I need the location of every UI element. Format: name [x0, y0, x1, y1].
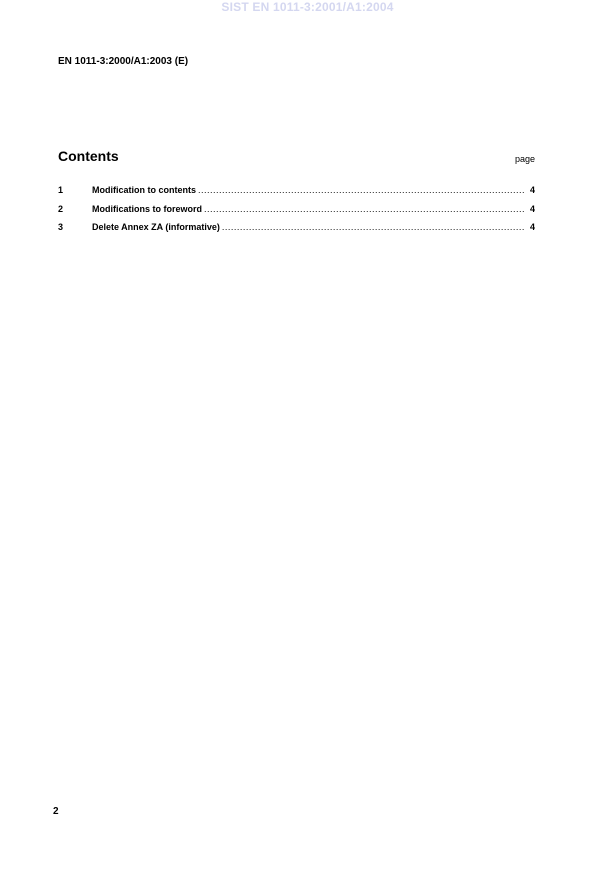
- page-number: 2: [53, 806, 59, 817]
- toc-entry-number: 2: [58, 203, 64, 214]
- toc-entry-3[interactable]: [58, 222, 535, 241]
- contents-heading: Contents: [58, 148, 119, 164]
- toc-entry-page: 4: [529, 203, 535, 214]
- toc-entry-page: 4: [529, 222, 535, 232]
- toc-entry-1[interactable]: [58, 185, 535, 204]
- toc-entry-title[interactable]: Modifications to foreword: [92, 203, 202, 214]
- table-of-contents: [58, 185, 535, 241]
- dot-leader: [204, 204, 525, 215]
- watermark-header: SIST EN 1011-3:2001/A1:2004: [221, 0, 394, 14]
- page-column-label: page: [514, 154, 535, 164]
- toc-entry-page: 4: [529, 185, 535, 195]
- toc-entry-title[interactable]: Modification to contents: [92, 185, 196, 195]
- dot-leader: [222, 222, 525, 233]
- dot-leader: [198, 185, 525, 196]
- toc-entry-number: 3: [58, 222, 64, 232]
- toc-entry-number: 1: [58, 185, 64, 195]
- toc-entry-title[interactable]: Delete Annex ZA (informative): [92, 222, 220, 232]
- document-identifier: EN 1011-3:2000/A1:2003 (E): [58, 56, 189, 67]
- toc-entry-2[interactable]: [58, 204, 535, 223]
